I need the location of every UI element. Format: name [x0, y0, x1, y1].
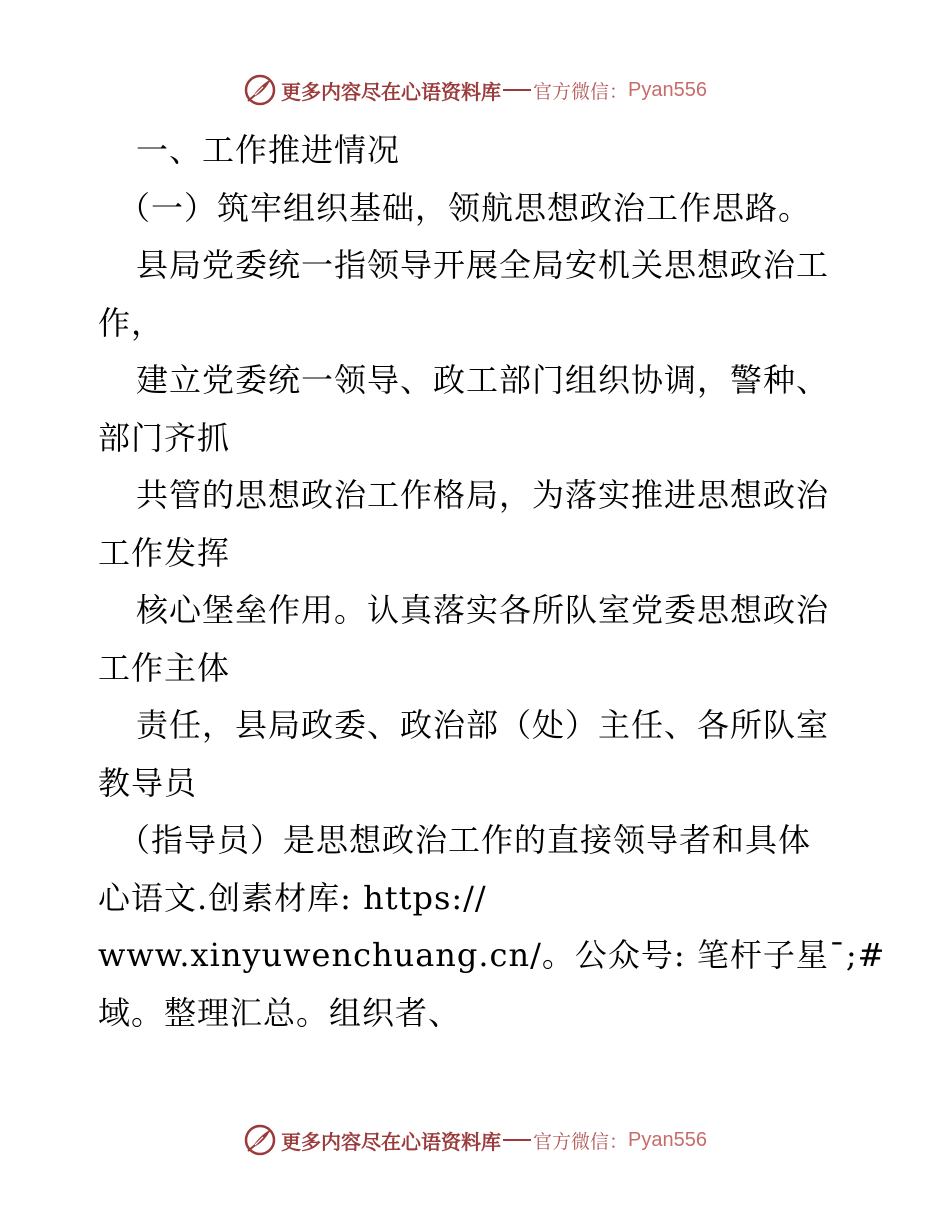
footer-banner — [0, 1118, 950, 1162]
paragraph-line: 工作发挥 — [98, 533, 231, 572]
banner-text: 更多内容尽在心语资料库 — [281, 79, 501, 104]
section-heading: 一、工作推进情况 — [136, 131, 401, 169]
paragraph-line: 核心堡垒作用。认真落实各所队室党委思想政治 — [136, 591, 830, 629]
banner-wechat-id: Pyan556 — [628, 1128, 707, 1151]
paragraph-line: 共管的思想政治工作格局，为落实推进思想政治 — [136, 476, 830, 514]
banner-dash — [503, 89, 531, 91]
paragraph-line: （指导员）是思想政治工作的直接领导者和具体 — [118, 821, 812, 859]
paragraph-line: 县局党委统一指领导开展全局安机关思想政治工 — [136, 246, 830, 284]
feather-quill-icon — [243, 1123, 277, 1157]
paragraph-line: 心语文.创素材库: https:// — [98, 878, 487, 917]
feather-quill-icon — [243, 73, 277, 107]
document-body — [98, 122, 886, 1042]
paragraph-line: 教导员 — [98, 763, 198, 802]
paragraph-line: 工作主体 — [98, 648, 231, 687]
banner-wechat-label: 官方微信： — [533, 1130, 629, 1153]
paragraph-line: 域。整理汇总。组织者、 — [98, 993, 462, 1032]
banner-wechat-label: 官方微信： — [533, 80, 629, 103]
paragraph-line: 建立党委统一领导、政工部门组织协调，警种、 — [136, 361, 830, 399]
header-banner — [0, 68, 950, 112]
paragraph-line: 作， — [98, 303, 165, 342]
paragraph-line: 责任，县局政委、政治部（处）主任、各所队室 — [136, 706, 830, 744]
banner-dash — [503, 1139, 531, 1141]
paragraph-line: 部门齐抓 — [98, 418, 231, 457]
subsection-heading: （一）筑牢组织基础，领航思想政治工作思路。 — [118, 188, 812, 227]
paragraph-line-url: www.xinyuwenchuang.cn/。公众号: 笔杆子星¯;# — [98, 936, 886, 974]
banner-wechat-id: Pyan556 — [628, 78, 707, 101]
banner-text: 更多内容尽在心语资料库 — [281, 1129, 501, 1154]
